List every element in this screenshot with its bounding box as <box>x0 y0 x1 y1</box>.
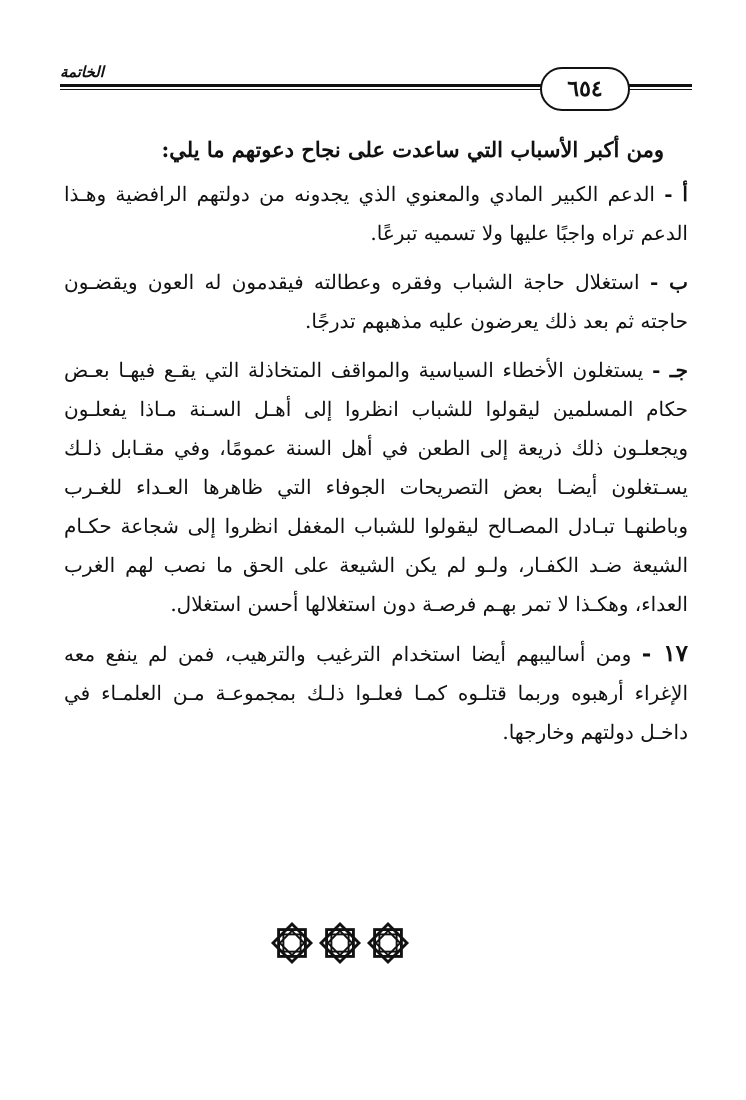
list-item-a <box>64 175 688 253</box>
page-number: ٦٥٤ <box>540 67 630 111</box>
item-marker: ب - <box>649 270 689 294</box>
list-item-17 <box>64 634 688 752</box>
item-text: استغلال حاجة الشباب وفقره وعطالته فيقدمون له العون ويقضـون حاجته ثم بعد ذلك يعرضون عليه مذهبهم تدرجًا. <box>64 270 688 333</box>
eight-point-star-icon <box>269 920 315 966</box>
item-text: يستغلون الأخطاء السياسية والمواقف المتخاذلة التي يقـع فيهـا بعـض حكام المسلمين ليقولوا للشباب انظروا إلى أهـل السـنة مـاذا يفعلـون ويجعلـون ذلك ذريعة إلى الطعن في أهل السنة عمومًا، وفي مقـابل ذلـك يسـتغلون أيضـا بعض التصريحات الجوفاء التي ظاهرها العـداء للغـرب وباطنهـا تبـادل المصـالح ليقولوا للشباب المغفل انظروا إلى شجاعة حكـام الشيعة ضـد الكفـار، ولـو لم يكن الشيعة على الحق ما نصب لهم الغرب العداء، وهكـذا لا تمر بهـم فرصـة دون استغلالها أحسن استغلال. <box>64 358 688 616</box>
page-header <box>60 62 692 112</box>
running-title: الخاتمة <box>60 63 104 81</box>
section-end-ornament <box>268 920 412 968</box>
eight-point-star-icon <box>365 920 411 966</box>
list-item-c <box>64 351 688 624</box>
eight-point-star-icon <box>317 920 363 966</box>
page-body <box>64 130 688 762</box>
header-rule-left <box>60 84 545 90</box>
item-number-marker: ١٧ - <box>641 640 688 667</box>
list-item-b <box>64 263 688 341</box>
item-text: ومن أساليبهم أيضا استخدام الترغيب والترهيب، فمن لم ينفع معه الإغراء أرهبوه وربما قتلـوه كمـا فعلـوا ذلـك بمجموعـة مـن العلمـاء في داخـل دولتهم وخارجها. <box>64 642 688 744</box>
section-heading: ومن أكبر الأسباب التي ساعدت على نجاح دعوتهم ما يلي: <box>161 137 664 162</box>
header-rule-right <box>625 84 692 90</box>
item-text: الدعم الكبير المادي والمعنوي الذي يجدونه من دولتهم الرافضية وهـذا الدعم تراه واجبًا عليها ولا تسميه تبرعًا. <box>64 182 688 245</box>
item-marker: جـ - <box>652 358 688 382</box>
item-marker: أ - <box>664 182 688 206</box>
